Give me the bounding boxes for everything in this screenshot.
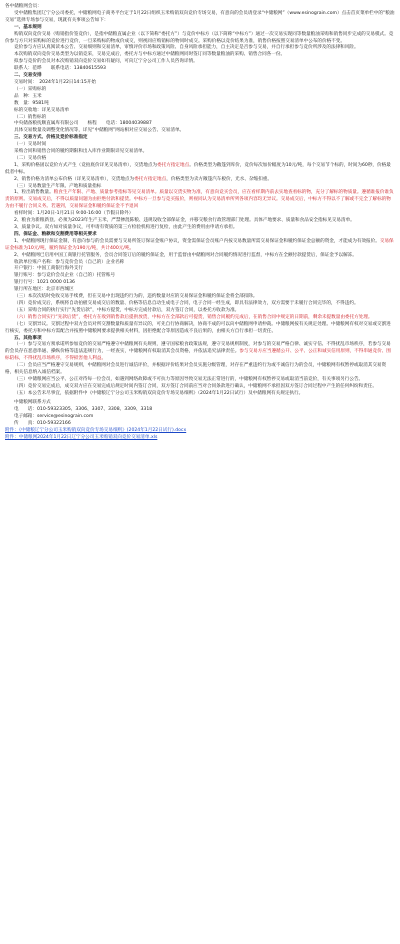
paragraph: [5, 190, 395, 211]
paragraph: 竞价参与方应认真阅读本公告、交易细则和交易清单，审慎评价市场和政策风险、自身风险承担能力，自主决定是否参与交易，并自行承担参与竞价所涉及的法律和风险。: [14, 45, 359, 51]
paragraph: （四）竞价成交后，系统将自动拍板交易成交后的数量、价格等信息自动生成电子合同，电子合同一经生成，即具有法律效力，双方需要于未履行合同完毕的，不得违约。: [14, 300, 359, 306]
paragraph: （三）中储粮网应当公平、公正对待每一位会员，如遇到网络故障或不可抗力等原因导致交易无法正常进行的，中储粮网有权暂停交易或取消当前竞价，有关事项另行公告。: [14, 376, 364, 382]
text: 1、中储粮网现行保证金制，有意向参与的会员需要与交易所签订保证金账户协议，资金需保证会员账户内按交易数量所需交易保证金和履约保证金总额的资金，才能成为有效报价。: [14, 238, 380, 244]
bank-account: 银行账号：参与竞价会员企业（自己的）托管账号: [14, 273, 116, 279]
bank-code: 银行行号：1021 0000 0136: [14, 280, 75, 286]
paragraph: （五）本公告未尽事宜，依据附件中《中储粮辽宁分公司玉米购销双向竞价专场交易细则》（2024年1月22日试行）及中储粮网有关规定执行。: [14, 390, 304, 396]
paragraph: （四）竞价交易完成后，成交双方应在交易完成后规定时间内签订合同，双方签订合同前应当对合同条款进行确认，中储粮网不承担因双方签订合同过程中产生的任何纠纷和责任。: [14, 383, 377, 389]
sample-viewing-time: 看样时间：1月20日-1月21日 9:00-16:00（节假日除外）: [14, 211, 134, 217]
paragraph: 具体交易数量及调整变化情况等，详见“中储粮网”网站相对应交易公告、交易清单。: [14, 128, 185, 134]
bank-location: 银行所在地区：北京市西城区: [14, 287, 74, 293]
attachment-link-rules[interactable]: 附件：《中储粮辽宁分公司玉米购销双向竞价专场交易细则》(2024年1月22日试行).docx: [5, 427, 187, 433]
highlight-text: 粮食生产年限、产地、质量参考指标等见交易清单。质量以交货实物为准，有意向竞买会员，应在看样期内前去实地查看标的物，充分了解标的物质量。遵循谁报价谁负责的原则。交易成交后，不得以质量问题为由拒绝付款和提货。中标方一旦参与竞买报价，则视同认为交易清单所列各项内容均无异议。交易成交后，中标方不得以不了解或不完全了解标的物为由不履行合同义务。若遇到，交易保证金和履约保证金不予退回: [5, 190, 394, 210]
section-basic-rules-title: 一、基本规则: [14, 24, 42, 30]
paragraph: 采购合同和销售合同的履约期限和出入库作业期限详见交易清单。: [14, 149, 148, 155]
intro-paragraph: 受中储粮集团辽宁分公司委托，中储粮网电子商务平台定于1月22日组织玉米购销双向竞价专场交易，有意向的会员请登录“中储粮网”（www.esinograin.com）点击首页菜单栏中的“粮油交易”选择专场参与交易，现就有关事项公告如下：: [5, 10, 395, 23]
quantity: 数 量：9581吨: [14, 100, 49, 106]
section-trade-method-title: 三、交易方式、价格及竞价标准指定: [14, 135, 88, 141]
highlight-text: 委托方指定地点: [134, 176, 167, 182]
attachment-link-list[interactable]: 附件：中储粮网2024年1月22日辽宁分公司玉米购销双向竞价交易清单.xls: [5, 434, 158, 440]
paragraph: （五）采购合同的执行实行“先货后款”，中标方提货，中标方完成付款后，双方签订合同，以委托方收款为准。: [14, 307, 240, 313]
section-deposit-title: 四、保证金、粮款和交割费用等相关要求: [14, 231, 97, 237]
variety: 品 种：玉米: [14, 93, 42, 99]
paragraph: 2、粮食为新粮新登。必须为2023年生产玉米，严禁掺混陈粮、违规设收全部保证金，并移交粮食行政管理部门处理。具体产地要求、质量和食品安全指标见交易清单。: [14, 218, 355, 224]
subsection-title: （二）销售标的: [14, 114, 47, 120]
section-other-title: 五、其他事项: [14, 335, 42, 341]
text: 1、粒出销售数量。: [14, 190, 54, 196]
contact-phone: 电 话：010-59323305、3306、3307、3308、3309、3318: [14, 407, 153, 413]
contact-line: 联系人：范晔 联系电话：13840615593: [14, 66, 106, 72]
text: 2、销售价格为清单公布价格（详见交易清单），交货地点为: [14, 176, 135, 182]
subsection-title: （一）交易时间: [14, 142, 47, 148]
contact-fax: 传 真：010-59322166: [14, 420, 71, 426]
highlight-text: 参与交易方应当遵循公开、公平、公正和诚实信用原则，不得串通竞价、围标陪标，不得扰乱市场秩序，不得损害他人利益。: [5, 349, 391, 362]
paragraph: （二）会员应当严格遵守交易规则，中储粮网对会员进行诚信评价，并根据评价结果对会员实施分级管理，对存在严重违约行为或不诚信行为的会员，中储粮网有权暂停或取消其交易资格，相关信息纳入诚信档案。: [5, 363, 387, 376]
paragraph: （三）本次次结时免收交易手续费，但在交易中出现违约行为的，违约数量对应的交易保证金和履约保证金将全部扣除。: [14, 294, 258, 300]
text: 1、采购价格固以竞价方式产生（竞拍底价详见交易清单），交货地点为: [14, 162, 158, 168]
highlight-text: 交易保证金标准为10元/吨，履约保证金为190元/吨，共计400元/吨。: [5, 238, 394, 251]
paragraph: （七）交割异议。交割过程中双方会员对所交割数量和质量有异议的，可先自行协商解决，协商不成的可以向中储粮网申请仲裁。中储粮网按有关规定处理。中储粮网有权对交易或交割进行核实，委托方和中标方需配合并按照中储粮网要求提供相关材料，因拒绝配合等原因造成不良后果的，由相关方自行承担一切责任。: [5, 321, 391, 334]
paragraph: [5, 239, 395, 253]
paragraph: 2、中储粮网已启用中国工商银行托管服务，会员合同签订后的履约保证金，用于监督由中储粮网对合同履约情况进行监督，中标方在全额付款提货后，保证金予以解冻。: [14, 252, 357, 258]
seller-line: 中央储备粮抚顺直属库有限公司 杨程 电话：18004039887: [14, 121, 152, 127]
paragraph: [5, 342, 395, 363]
delivery-location: 标的交收地：详见交易清单: [14, 107, 70, 113]
paragraph: [5, 163, 395, 177]
trade-time: 交易时间： 2024年1月22日14:15开始: [14, 79, 96, 85]
paragraph: 购销双向竞价交易（购销指价签竞价），是指中储粮直属企业（以下简称“委托方”）与竞价中标方（以下简称“中标方”）通过一次交易实现同等数量粮油采购和销售同步完成的交易模式。竞价参与方只对采购标的竞价进行竞价，一旦采购标的物成价成交，则视同应购销标的物同时成交。采购价格以竞价结果为准，销售价格按照交易清单中公布的价格不变。: [5, 31, 394, 44]
paragraph: 拟参与竞价的会员对本次购销双向竞价交易如有疑问，可向辽宁分公司工作人员咨询详情。: [14, 59, 198, 65]
paragraph: （六）销售合同实行“先款后货”，委托方在收到销售款后提供放货，中标方在全部款后可提货，销售合同履约完成后，在销售合同中规定的日期前，剩余未提数量由委托方处理。: [14, 314, 373, 320]
paragraph: [5, 177, 395, 184]
paragraph: 3、质量争议。双方如对质量争议，可申请有资质的第三方检验机构进行复检，由此产生的费用由申请方承担。: [14, 225, 238, 230]
paragraph: 本次购销双向竞价交易类型为以销竞采，交易完成后，委托方与中标方通过中储粮网同时签订同等数量粮油的采购、销售合同各一份。: [14, 52, 286, 58]
paragraph: 收款单位账户名称：参与竞价会员（自己的）企业名称: [14, 259, 125, 265]
text: 。价格类型为敞篷到库价，竞价每次加价幅度为10元/吨，每个交易节个标的，时间为60秒，价格最低者中标。: [5, 162, 391, 175]
text: （一）参与交易方须承诺所参加竞价的交易严格遵守中储粮网有关规则，遵守国家粮食政策法规，遵守交易规则制度，对参与的交易严格自律、诚实守信、不得扰乱市场秩序，若参与交易的会员存在恶意串通、操纵价格等违法违规行为，一经查实，中储粮网有权取消其会员资格，并依法追究法律责任。: [5, 342, 391, 355]
section-arrangement-title: 二、交易安排: [14, 73, 42, 79]
subsection-title: （二）交易价格: [14, 155, 47, 161]
contact-org: 中储粮网联系方式: [14, 400, 51, 406]
subsection-title: （三）交易数量生产年限、产地和质量指标: [14, 183, 102, 189]
highlight-text: 委托方指定地点: [157, 162, 190, 168]
contact-email: 电子邮箱：service@esinograin.com: [14, 414, 94, 420]
subsection-title: （一）采购标的: [14, 86, 47, 92]
bank-name: 开户银行：中国工商银行海外支行: [14, 266, 83, 272]
greeting: 各中储粮网会员：: [5, 4, 42, 9]
text: ，价格类型为卖方敞篷汽车板价，光水、杂缩扣重。: [166, 176, 272, 182]
